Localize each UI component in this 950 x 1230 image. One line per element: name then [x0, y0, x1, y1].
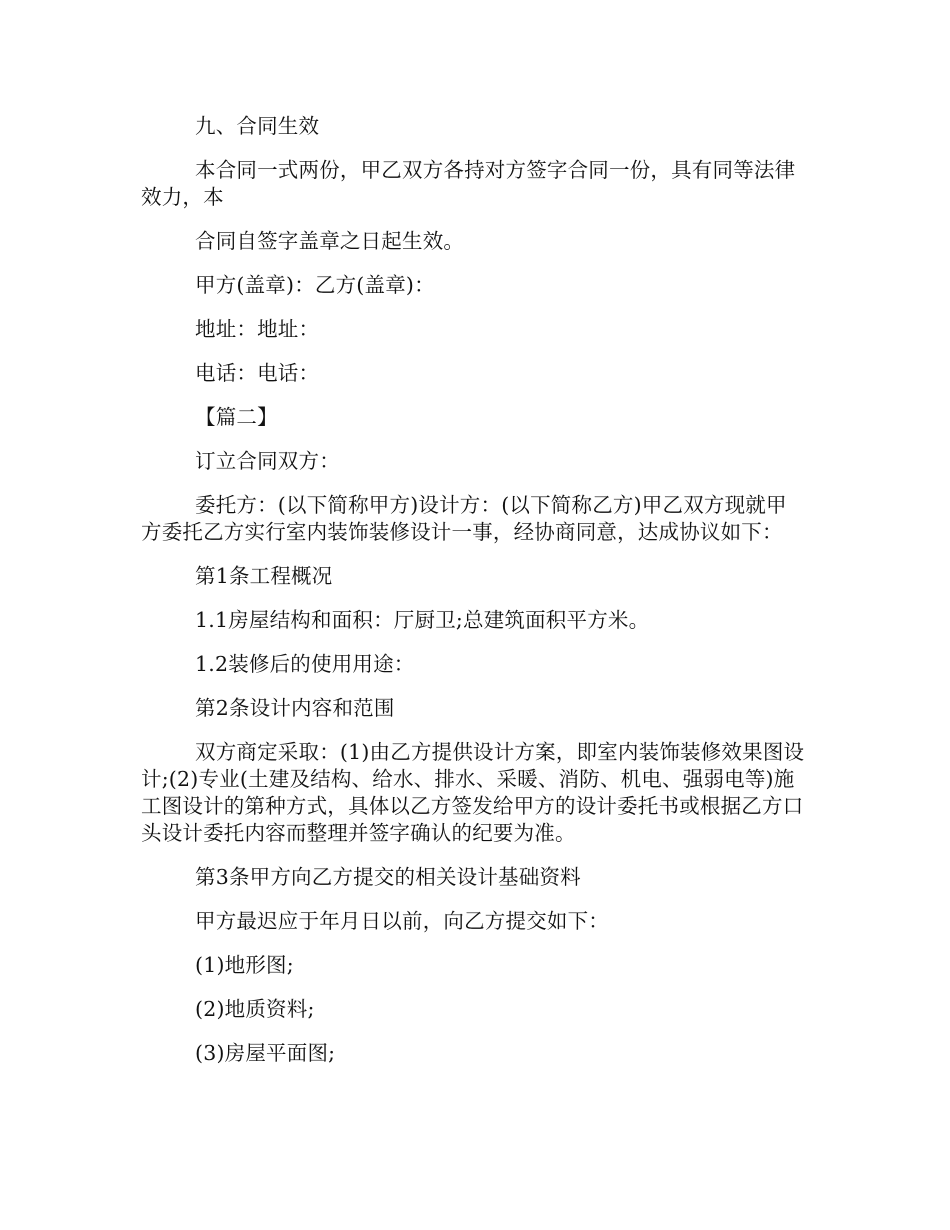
- part-two-heading: 【篇二】: [195, 405, 278, 429]
- list-item-topographic-map: (1)地形图;: [195, 953, 294, 977]
- paragraph-copies: 本合同一式两份，甲乙双方各持对方签字合同一份，具有同等法律效力，本: [141, 158, 796, 209]
- article-1-heading: 第1条工程概况: [195, 564, 333, 588]
- article-3-heading: 第3条甲方向乙方提交的相关设计基础资料: [195, 865, 581, 889]
- paragraph-submission-deadline: 甲方最迟应于年月日以前，向乙方提交如下：: [195, 909, 609, 933]
- article-2-heading: 第2条设计内容和范围: [195, 696, 395, 720]
- clause-1-1: 1.1房屋结构和面积：厅厨卫;总建筑面积平方米。: [195, 608, 650, 632]
- paragraph-effective-date: 合同自签字盖章之日起生效。: [195, 229, 465, 253]
- signature-line-address: 地址：地址：: [195, 317, 320, 341]
- paragraph-parties-agreement: 委托方：(以下简称甲方)设计方：(以下简称乙方)甲乙双方现就甲方委托乙方实行室内装饰装修设计一事，经协商同意，达成协议如下：: [141, 493, 787, 544]
- list-item-floor-plan: (3)房屋平面图;: [195, 1041, 336, 1065]
- document-body: [141, 113, 806, 1084]
- section-heading-contract-effect: 九、合同生效: [195, 114, 320, 138]
- paragraph-design-scope: 双方商定采取：(1)由乙方提供设计方案，即室内装饰装修效果图设计;(2)专业(土建及结构、给水、排水、采暖、消防、机电、强弱电等)施工图设计的第种方式，具体以乙方签发给甲方的设计委托书或根据乙方口头设计委托内容而整理并签字确认的纪要为准。: [141, 740, 805, 845]
- list-item-geological-data: (2)地质资料;: [195, 997, 315, 1021]
- signature-line-phone: 电话：电话：: [195, 361, 320, 385]
- clause-1-2: 1.2装修后的使用用途：: [195, 652, 415, 676]
- contract-parties-heading: 订立合同双方：: [195, 449, 340, 473]
- signature-line-seal: 甲方(盖章)：乙方(盖章)：: [195, 273, 435, 297]
